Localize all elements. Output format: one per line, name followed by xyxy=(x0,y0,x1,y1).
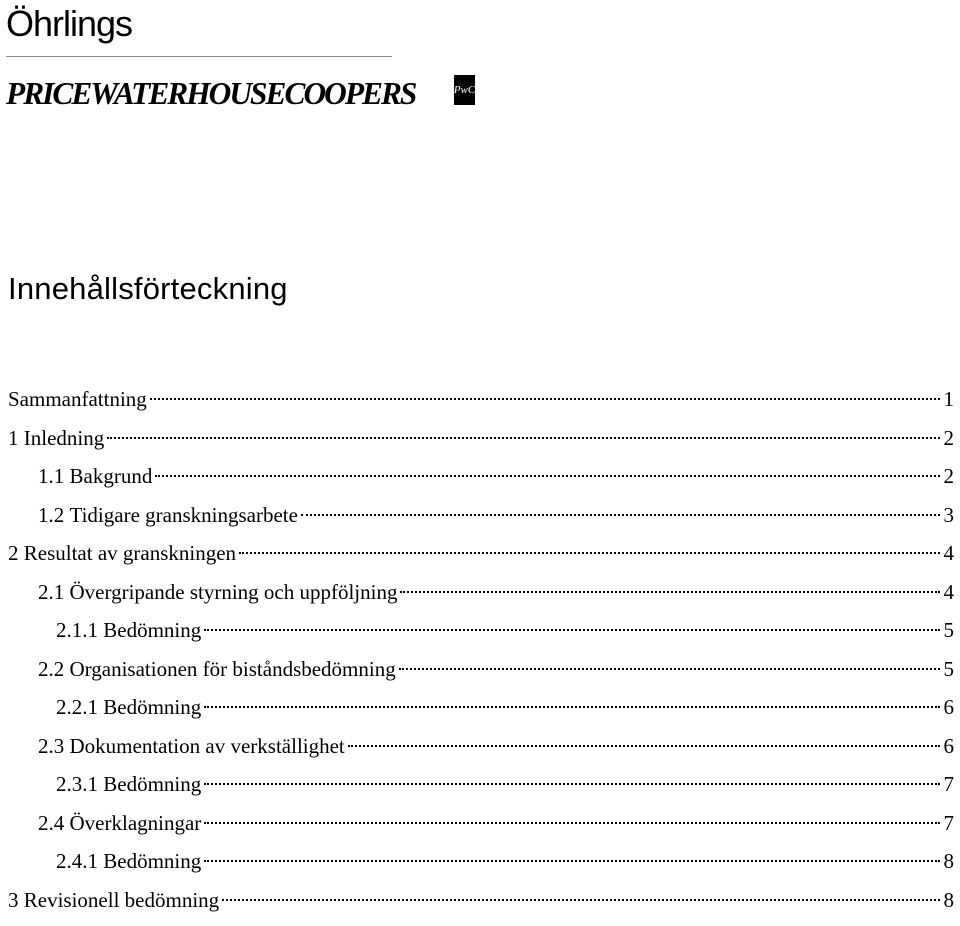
toc-entry[interactable] xyxy=(0,688,960,727)
toc-entry[interactable] xyxy=(0,650,960,689)
toc-dot-leader xyxy=(204,629,940,631)
toc-entry-number: 1 xyxy=(8,425,24,450)
toc-dot-leader xyxy=(204,822,940,824)
logo-block xyxy=(6,3,476,113)
toc-entry-title: Tidigare granskningsarbete xyxy=(69,502,298,527)
toc-entry-number: 1.2 xyxy=(38,502,70,527)
toc-entry-number: 2.2.1 xyxy=(56,695,104,719)
toc-page-number: 6 xyxy=(943,695,954,719)
toc-entry-title: Bedömning xyxy=(103,695,202,719)
table-of-contents xyxy=(0,380,960,919)
toc-dot-leader xyxy=(239,552,940,554)
toc-entry[interactable] xyxy=(0,727,960,766)
toc-entry[interactable] xyxy=(0,881,960,920)
toc-entry[interactable] xyxy=(0,496,960,535)
logo-divider xyxy=(6,56,392,57)
toc-entry-number: 2.2 xyxy=(38,656,70,681)
toc-entry-number: 2.3.1 xyxy=(56,772,104,796)
toc-entry[interactable] xyxy=(0,573,960,612)
toc-dot-leader xyxy=(150,398,940,400)
toc-page-number: 4 xyxy=(943,579,954,604)
toc-entry-number: 2.4 xyxy=(38,810,70,835)
toc-entry[interactable] xyxy=(0,765,960,804)
toc-entry-title: Bakgrund xyxy=(69,464,153,488)
toc-entry-number: 2.1 xyxy=(38,579,70,604)
toc-page-number: 3 xyxy=(943,502,954,527)
toc-dot-leader xyxy=(204,783,940,785)
toc-dot-leader xyxy=(155,475,940,477)
toc-dot-leader xyxy=(400,591,940,593)
toc-entry-number: 3 xyxy=(8,887,24,912)
toc-dot-leader xyxy=(204,706,940,708)
toc-entry-title: Bedömning xyxy=(103,618,202,642)
toc-entry-number: 2.3 xyxy=(38,733,70,758)
toc-entry-title: Inledning xyxy=(23,425,105,450)
toc-page-number: 5 xyxy=(943,618,954,642)
toc-entry[interactable] xyxy=(0,534,960,573)
toc-entry-title: Revisionell bedömning xyxy=(23,887,220,912)
toc-dot-leader xyxy=(107,437,940,439)
toc-entry-title: Bedömning xyxy=(103,772,202,796)
toc-entry-number: 2.4.1 xyxy=(56,849,104,873)
firm-logo xyxy=(6,67,476,113)
toc-page-number: 8 xyxy=(943,849,954,873)
toc-entry[interactable] xyxy=(0,611,960,650)
toc-entry-title: Överklagningar xyxy=(69,810,202,835)
toc-page-number: 6 xyxy=(943,733,954,758)
toc-entry-number: 1.1 xyxy=(38,464,70,488)
toc-page-number: 2 xyxy=(943,464,954,488)
toc-dot-leader xyxy=(301,514,940,516)
toc-entry[interactable] xyxy=(0,419,960,458)
firm-seal-icon: PwC xyxy=(454,75,475,105)
toc-entry-title: Övergripande styrning och uppföljning xyxy=(69,579,398,604)
brand-name: Öhrlings xyxy=(6,3,133,44)
toc-entry-title: Sammanfattning xyxy=(8,387,147,411)
toc-page-number: 5 xyxy=(943,656,954,681)
toc-page-number: 7 xyxy=(943,810,954,835)
toc-entry-number: 2 xyxy=(8,541,24,565)
toc-page-number: 4 xyxy=(943,541,954,565)
toc-entry[interactable] xyxy=(0,380,960,419)
toc-entry[interactable] xyxy=(0,842,960,881)
toc-page-number: 7 xyxy=(943,772,954,796)
toc-dot-leader xyxy=(348,745,940,747)
toc-dot-leader xyxy=(204,860,940,862)
toc-entry-title: Organisationen för biståndsbedömning xyxy=(69,656,396,681)
toc-entry[interactable] xyxy=(0,457,960,496)
toc-entry[interactable] xyxy=(0,804,960,843)
toc-entry-title: Dokumentation av verkställighet xyxy=(69,733,345,758)
toc-entry-number: 2.1.1 xyxy=(56,618,104,642)
toc-entry-title: Resultat av granskningen xyxy=(23,541,237,565)
toc-page-number: 1 xyxy=(943,387,954,411)
firm-name: PRICEWATERHOUSECOOPERS xyxy=(6,75,416,111)
toc-dot-leader xyxy=(222,899,940,901)
toc-title: Innehållsförteckning xyxy=(8,271,288,306)
toc-dot-leader xyxy=(399,668,940,670)
toc-page-number: 8 xyxy=(943,887,954,912)
toc-entry-title: Bedömning xyxy=(103,849,202,873)
toc-page-number: 2 xyxy=(943,425,954,450)
